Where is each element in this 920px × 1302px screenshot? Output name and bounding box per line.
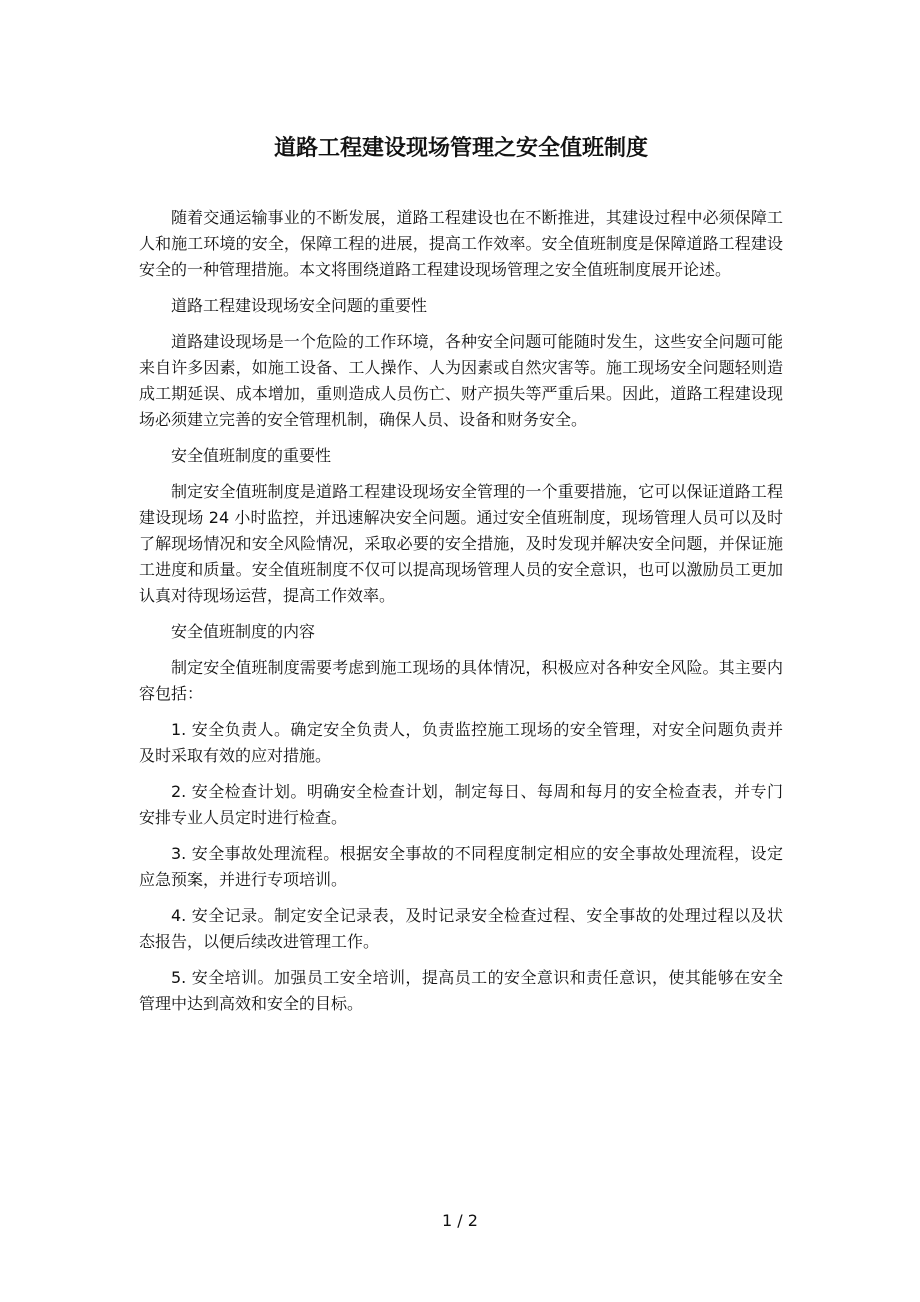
list-item-safety-officer: 1. 安全负责人。确定安全负责人，负责监控施工现场的安全管理，对安全问题负责并及时采取有效的应对措施。 bbox=[139, 720, 783, 765]
section-heading-importance-of-safety: 道路工程建设现场安全问题的重要性 bbox=[171, 296, 428, 315]
section-heading-duty-system-content: 安全值班制度的内容 bbox=[171, 622, 316, 641]
list-item-accident-process: 3. 安全事故处理流程。根据安全事故的不同程度制定相应的安全事故处理流程，设定应急预案，并进行专项培训。 bbox=[139, 844, 783, 889]
paragraph-duty-system-benefits: 制定安全值班制度是道路工程建设现场安全管理的一个重要措施，它可以保证道路工程建设现场 24 小时监控，并迅速解决安全问题。通过安全值班制度，现场管理人员可以及时了解现场情况和安全风险情况，采取必要的安全措施，及时发现并解决安全问题，并保证施工进度和质量。安全值班制度不仅可以提高现场管理人员的安全意识，也可以激励员工更加认真对待现场运营，提高工作效率。 bbox=[139, 482, 783, 605]
list-item-safety-training: 5. 安全培训。加强员工安全培训，提高员工的安全意识和责任意识，使其能够在安全管理中达到高效和安全的目标。 bbox=[139, 968, 783, 1013]
document-title: 道路工程建设现场管理之安全值班制度 bbox=[273, 136, 648, 161]
paragraph-content-intro: 制定安全值班制度需要考虑到施工现场的具体情况，积极应对各种安全风险。其主要内容包括： bbox=[139, 658, 783, 703]
paragraph-site-hazards: 道路建设现场是一个危险的工作环境，各种安全问题可能随时发生，这些安全问题可能来自许多因素，如施工设备、工人操作、人为因素或自然灾害等。施工现场安全问题轻则造成工期延误、成本增加，重则造成人员伤亡、财产损失等严重后果。因此，道路工程建设现场必须建立完善的安全管理机制，确保人员、设备和财务安全。 bbox=[139, 332, 783, 429]
paragraph-intro: 随着交通运输事业的不断发展，道路工程建设也在不断推进，其建设过程中必须保障工人和施工环境的安全，保障工程的进展，提高工作效率。安全值班制度是保障道路工程建设安全的一种管理措施。本文将围绕道路工程建设现场管理之安全值班制度展开论述。 bbox=[139, 208, 783, 279]
list-item-inspection-plan: 2. 安全检查计划。明确安全检查计划，制定每日、每周和每月的安全检查表，并专门安排专业人员定时进行检查。 bbox=[139, 782, 783, 827]
section-heading-duty-system-importance: 安全值班制度的重要性 bbox=[171, 446, 332, 465]
page-number: 1 / 2 bbox=[442, 1211, 478, 1230]
document-body bbox=[139, 205, 783, 1027]
list-item-safety-records: 4. 安全记录。制定安全记录表，及时记录安全检查过程、安全事故的处理过程以及状态报告，以便后续改进管理工作。 bbox=[139, 906, 783, 951]
